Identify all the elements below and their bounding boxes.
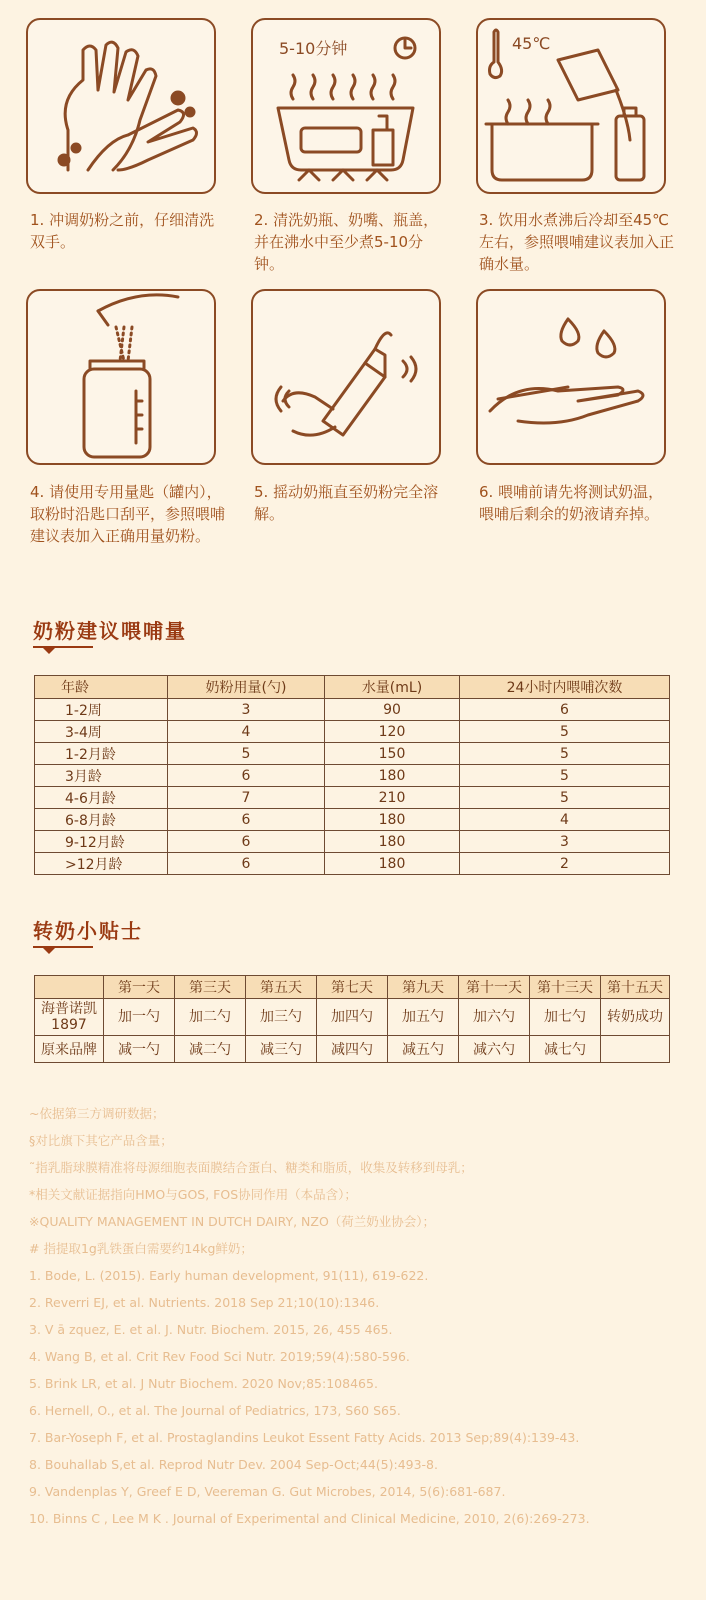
table-row [35,1036,670,1063]
cell: 120 [325,721,460,743]
cell: 3 [168,699,325,721]
pour-water-icon [478,20,664,192]
step-5-caption: 5. 摇动奶瓶直至奶粉完全溶解。 [254,483,439,523]
cell: 6 [168,765,325,787]
cell: 1-2月龄 [35,743,168,765]
cell [35,976,104,999]
cell: 第十一天 [459,976,530,999]
cell: 第一天 [104,976,175,999]
cell: 9-12月龄 [35,831,168,853]
feeding-header-times: 24小时内喂哺次数 [460,676,670,699]
cell: 第五天 [246,976,317,999]
cell: 第三天 [175,976,246,999]
reference: 10. Binns C , Lee M K . Journal of Experimental and Clinical Medicine, 2010, 2(6):269-273. [29,1511,590,1526]
cell: 4 [168,721,325,743]
cell: 6 [168,831,325,853]
test-temperature-icon [478,291,664,463]
reference: 2. Reverri EJ, et al. Nutrients. 2018 Sep 21;10(10):1346. [29,1295,380,1310]
reference: 3. V ā zquez, E. et al. J. Nutr. Biochem. 2015, 26, 455 465. [29,1322,393,1337]
footnote: *相关文献证据指向HMO与GOS, FOS协同作用（本品含）； [29,1187,357,1202]
cell: 减六勺 [459,1036,530,1063]
cell: 第九天 [388,976,459,999]
table-row [35,809,670,831]
reference: 6. Hernell, O., et al. The Journal of Pediatrics, 173, S60 S65. [29,1403,401,1418]
switching-section-title: 转奶小贴士 [33,919,143,943]
feeding-header-scoops: 奶粉用量(勺) [168,676,325,699]
switching-title-marker [43,948,55,954]
cell: >12月龄 [35,853,168,875]
cell: 加四勺 [317,999,388,1036]
cell: 4 [460,809,670,831]
footnotes [29,1100,689,1532]
cell: 1-2周 [35,699,168,721]
feeding-header-water: 水量(mL) [325,676,460,699]
cell: 6 [168,853,325,875]
cell: 原来品牌 [35,1036,104,1063]
step-2-caption: 2. 清洗奶瓶、奶嘴、瓶盖，并在沸水中至少煮5-10分钟。 [254,211,439,273]
table-row [35,765,670,787]
cell: 3月龄 [35,765,168,787]
reference: 9. Vandenplas Y, Greef E D, Veereman G. Gut Microbes, 2014, 5(6):681-687. [29,1484,506,1499]
cell: 转奶成功 [601,999,670,1036]
cell: 2 [460,853,670,875]
cell: 减一勺 [104,1036,175,1063]
feeding-header-age: 年龄 [35,676,168,699]
cell: 6 [460,699,670,721]
step-6-card [476,289,666,465]
switching-title-underline [33,946,93,948]
feeding-title-underline [33,646,93,648]
cell: 5 [460,787,670,809]
cell: 第十三天 [530,976,601,999]
cell: 5 [460,721,670,743]
step-5-card [251,289,441,465]
cell: 海普诺凯1897 [35,999,104,1036]
cell: 加三勺 [246,999,317,1036]
cell: 210 [325,787,460,809]
cell: 加五勺 [388,999,459,1036]
cell: 3-4周 [35,721,168,743]
step-1-caption: 1. 冲调奶粉之前，仔细清洗双手。 [30,211,215,251]
cell: 5 [460,743,670,765]
footnote: ※QUALITY MANAGEMENT IN DUTCH DAIRY, NZO（荷兰奶业协会）； [29,1214,436,1229]
temperature-label: 45℃ [512,34,551,53]
step-1-card [26,18,216,194]
cell: 7 [168,787,325,809]
step-2-card [251,18,441,194]
cell: 180 [325,831,460,853]
cell: 180 [325,765,460,787]
washing-hands-icon [28,20,214,192]
cell: 5 [460,765,670,787]
cell: 6 [168,809,325,831]
table-row [35,721,670,743]
cell: 5 [168,743,325,765]
switching-header-row [35,976,670,999]
cell: 150 [325,743,460,765]
switching-table [34,975,670,1063]
feeding-header-row [35,676,670,699]
cell: 减五勺 [388,1036,459,1063]
table-row [35,999,670,1036]
footnote: # 指提取1g乳铁蛋白需要约14kg鲜奶； [29,1241,253,1256]
cell: 90 [325,699,460,721]
cell: 减二勺 [175,1036,246,1063]
step-6-caption: 6. 喂哺前请先将测试奶温，喂哺后剩余的奶液请弃掉。 [479,483,664,523]
cell: 6-8月龄 [35,809,168,831]
reference: 8. Bouhallab S,et al. Reprod Nutr Dev. 2004 Sep-Oct;44(5):493-8. [29,1457,438,1472]
shake-bottle-icon [253,291,439,463]
step-3-card [476,18,666,194]
footnote: §对比旗下其它产品含量； [29,1133,173,1148]
cell: 加二勺 [175,999,246,1036]
cell: 减四勺 [317,1036,388,1063]
boil-time-label: 5-10分钟 [279,39,348,58]
step-4-card [26,289,216,465]
reference: 1. Bode, L. (2015). Early human development, 91(11), 619-622. [29,1268,429,1283]
cell: 第七天 [317,976,388,999]
cell: 第十五天 [601,976,670,999]
table-row [35,699,670,721]
cell: 180 [325,853,460,875]
cell: 减三勺 [246,1036,317,1063]
cell: 减七勺 [530,1036,601,1063]
cell: 180 [325,809,460,831]
cell: 加七勺 [530,999,601,1036]
footnote: ~依据第三方调研数据； [29,1106,165,1121]
table-row [35,831,670,853]
step-3-caption: 3. 饮用水煮沸后冷却至45℃左右，参照喂哺建议表加入正确水量。 [479,211,675,273]
cell: 4-6月龄 [35,787,168,809]
table-row [35,787,670,809]
cell: 加一勺 [104,999,175,1036]
step-4-caption: 4. 请使用专用量匙（罐内），取粉时沿匙口刮平，参照喂哺建议表加入正确用量奶粉。 [30,483,226,545]
reference: 4. Wang B, et al. Crit Rev Food Sci Nutr. 2019;59(4):580-596. [29,1349,410,1364]
cell: 加六勺 [459,999,530,1036]
feeding-section-title: 奶粉建议喂哺量 [33,619,187,643]
footnote: ˜指乳脂球膜精准将母源细胞表面膜结合蛋白、糖类和脂质，收集及转移到母乳； [29,1160,473,1175]
feeding-title-marker [43,648,55,654]
cell: 3 [460,831,670,853]
cell [601,1036,670,1063]
table-row [35,853,670,875]
table-row [35,743,670,765]
reference: 7. Bar-Yoseph F, et al. Prostaglandins Leukot Essent Fatty Acids. 2013 Sep;89(4):139-43. [29,1430,580,1445]
scoop-powder-icon [28,291,214,463]
feeding-table [34,675,670,875]
reference: 5. Brink LR, et al. J Nutr Biochem. 2020 Nov;85:108465. [29,1376,378,1391]
